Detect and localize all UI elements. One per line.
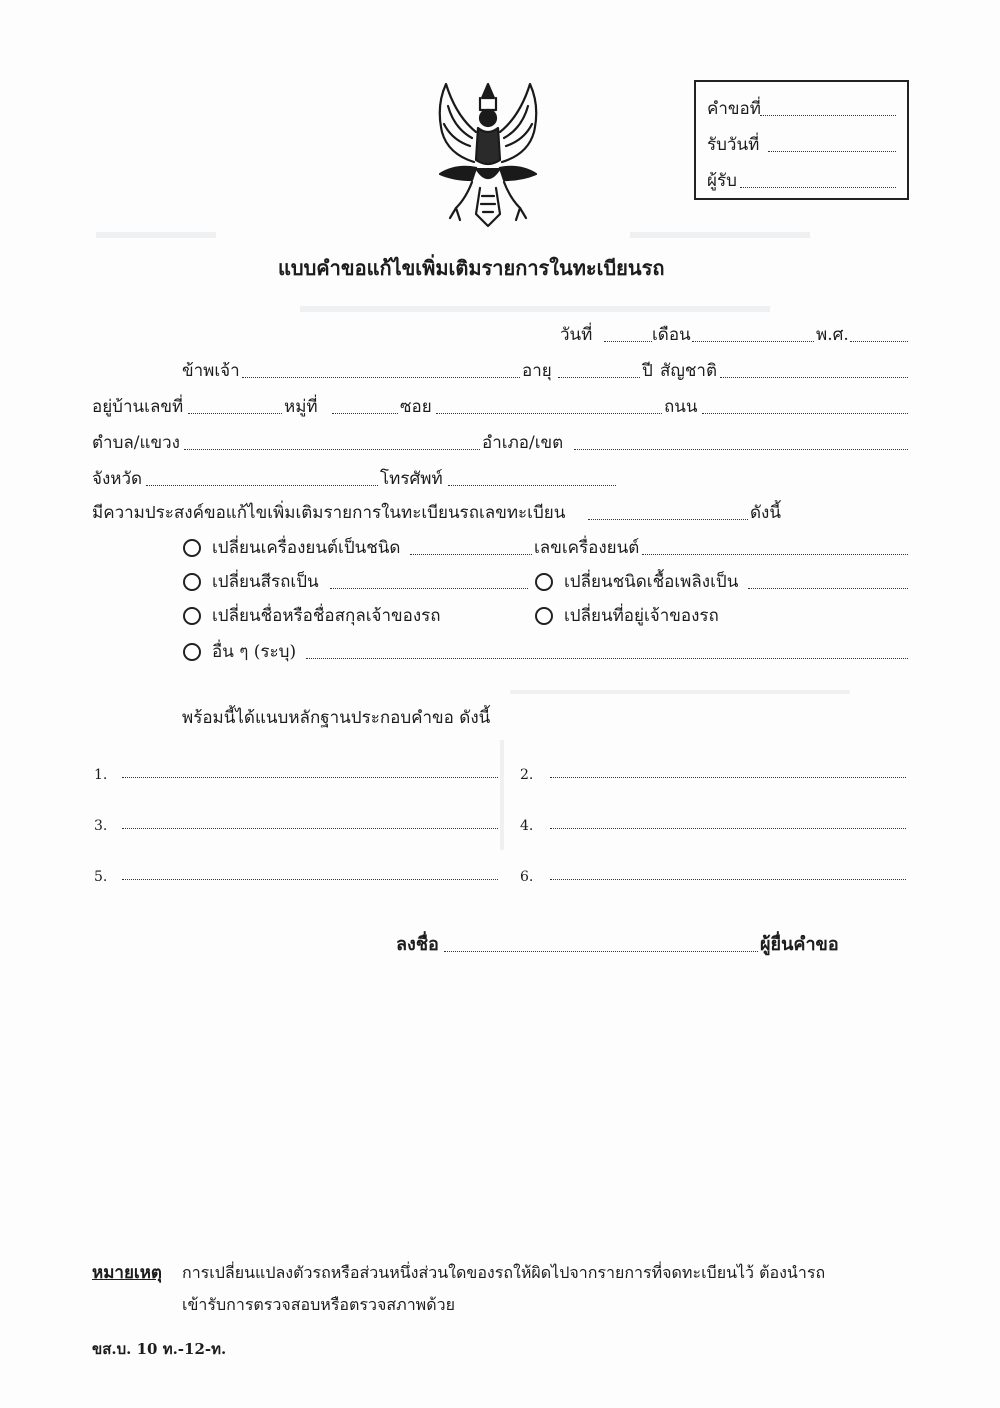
evidence-field-5[interactable] xyxy=(122,878,498,880)
date-month-label: เดือน xyxy=(652,325,691,345)
owner-address-label: เปลี่ยนที่อยู่เจ้าของรถ xyxy=(564,606,719,626)
form-title: แบบคำขอแก้ไขเพิ่มเติมรายการในทะเบียนรถ xyxy=(278,256,665,280)
show-through-mark xyxy=(500,740,504,850)
garuda-emblem-icon xyxy=(426,76,550,232)
other-label: อื่น ๆ (ระบุ) xyxy=(212,642,297,662)
purpose-label: มีความประสงค์ขอแก้ไขเพิ่มเติมรายการในทะเบียนรถเลขทะเบียน xyxy=(92,503,566,523)
age-field[interactable] xyxy=(558,376,640,378)
evidence-field-6[interactable] xyxy=(550,878,906,880)
owner-name-radio[interactable] xyxy=(183,607,201,625)
request-no-field[interactable] xyxy=(760,114,896,116)
name-label: ข้าพเจ้า xyxy=(182,361,240,381)
age-unit-label: ปี xyxy=(642,361,653,381)
moo-label: หมู่ที่ xyxy=(284,397,318,417)
province-label: จังหวัด xyxy=(92,469,143,489)
engine-type-label: เปลี่ยนเครื่องยนต์เป็นชนิด xyxy=(212,538,401,558)
nationality-label: สัญชาติ xyxy=(660,361,717,381)
district-label: อำเภอ/เขต xyxy=(482,433,564,453)
show-through-mark xyxy=(630,232,810,238)
name-field[interactable] xyxy=(242,376,520,378)
show-through-mark xyxy=(96,232,216,238)
subdistrict-label: ตำบล/แขวง xyxy=(92,433,180,453)
date-year-field[interactable] xyxy=(850,340,908,342)
date-month-field[interactable] xyxy=(692,340,814,342)
fuel-radio[interactable] xyxy=(535,573,553,591)
evidence-label: พร้อมนี้ได้แนบหลักฐานประกอบคำขอ ดังนี้ xyxy=(182,708,491,728)
evidence-field-3[interactable] xyxy=(122,827,498,829)
moo-field[interactable] xyxy=(332,412,398,414)
received-date-label: รับวันที่ xyxy=(707,135,760,155)
owner-name-label: เปลี่ยนชื่อหรือชื่อสกุลเจ้าของรถ xyxy=(212,606,441,626)
evidence-number: 6. xyxy=(520,869,534,885)
registration-no-field[interactable] xyxy=(588,518,748,520)
purpose-suffix: ดังนี้ xyxy=(750,503,781,523)
soi-label: ซอย xyxy=(400,397,432,417)
evidence-number: 2. xyxy=(520,767,534,783)
date-year-label: พ.ศ. xyxy=(816,325,849,345)
nationality-field[interactable] xyxy=(720,376,908,378)
fuel-field[interactable] xyxy=(748,587,908,589)
note-line-1: การเปลี่ยนแปลงตัวรถหรือส่วนหนึ่งส่วนใดของรถให้ผิดไปจากรายการที่จดทะเบียนไว้ ต้องนำรถ xyxy=(182,1263,826,1282)
show-through-mark xyxy=(300,306,770,312)
house-no-field[interactable] xyxy=(188,412,282,414)
engine-type-radio[interactable] xyxy=(183,539,201,557)
evidence-number: 1. xyxy=(94,767,108,783)
soi-field[interactable] xyxy=(436,412,662,414)
other-field[interactable] xyxy=(306,657,908,659)
signature-field[interactable] xyxy=(444,950,758,952)
phone-field[interactable] xyxy=(448,484,616,486)
evidence-number: 5. xyxy=(94,869,108,885)
evidence-field-1[interactable] xyxy=(122,776,498,778)
evidence-field-2[interactable] xyxy=(550,776,906,778)
color-label: เปลี่ยนสีรถเป็น xyxy=(212,572,319,592)
road-field[interactable] xyxy=(702,412,908,414)
color-field[interactable] xyxy=(330,587,528,589)
color-radio[interactable] xyxy=(183,573,201,591)
engine-no-field[interactable] xyxy=(642,553,908,555)
received-date-field[interactable] xyxy=(768,150,896,152)
phone-label: โทรศัพท์ xyxy=(380,469,443,489)
sign-label: ลงชื่อ xyxy=(396,934,439,955)
age-label: อายุ xyxy=(522,361,552,381)
show-through-mark xyxy=(510,690,850,694)
form-code: ขส.บ. 10 ท.-12-ท. xyxy=(92,1340,227,1358)
road-label: ถนน xyxy=(664,397,698,417)
evidence-field-4[interactable] xyxy=(550,827,906,829)
house-no-label: อยู่บ้านเลขที่ xyxy=(92,397,184,417)
date-day-label: วันที่ xyxy=(560,325,593,345)
owner-address-radio[interactable] xyxy=(535,607,553,625)
note-label: หมายเหตุ xyxy=(92,1263,162,1283)
request-no-label: คำขอที่ xyxy=(707,99,761,119)
province-field[interactable] xyxy=(146,484,378,486)
other-radio[interactable] xyxy=(183,643,201,661)
district-field[interactable] xyxy=(574,448,908,450)
sign-suffix: ผู้ยื่นคำขอ xyxy=(760,934,839,955)
receiver-label: ผู้รับ xyxy=(707,171,737,191)
fuel-label: เปลี่ยนชนิดเชื้อเพลิงเป็น xyxy=(564,572,739,592)
evidence-number: 4. xyxy=(520,818,534,834)
note-line-2: เข้ารับการตรวจสอบหรือตรวจสภาพด้วย xyxy=(182,1295,455,1314)
evidence-number: 3. xyxy=(94,818,108,834)
subdistrict-field[interactable] xyxy=(184,448,480,450)
engine-type-field[interactable] xyxy=(410,553,532,555)
receiver-field[interactable] xyxy=(740,186,896,188)
engine-no-label: เลขเครื่องยนต์ xyxy=(534,538,640,558)
date-day-field[interactable] xyxy=(604,340,652,342)
